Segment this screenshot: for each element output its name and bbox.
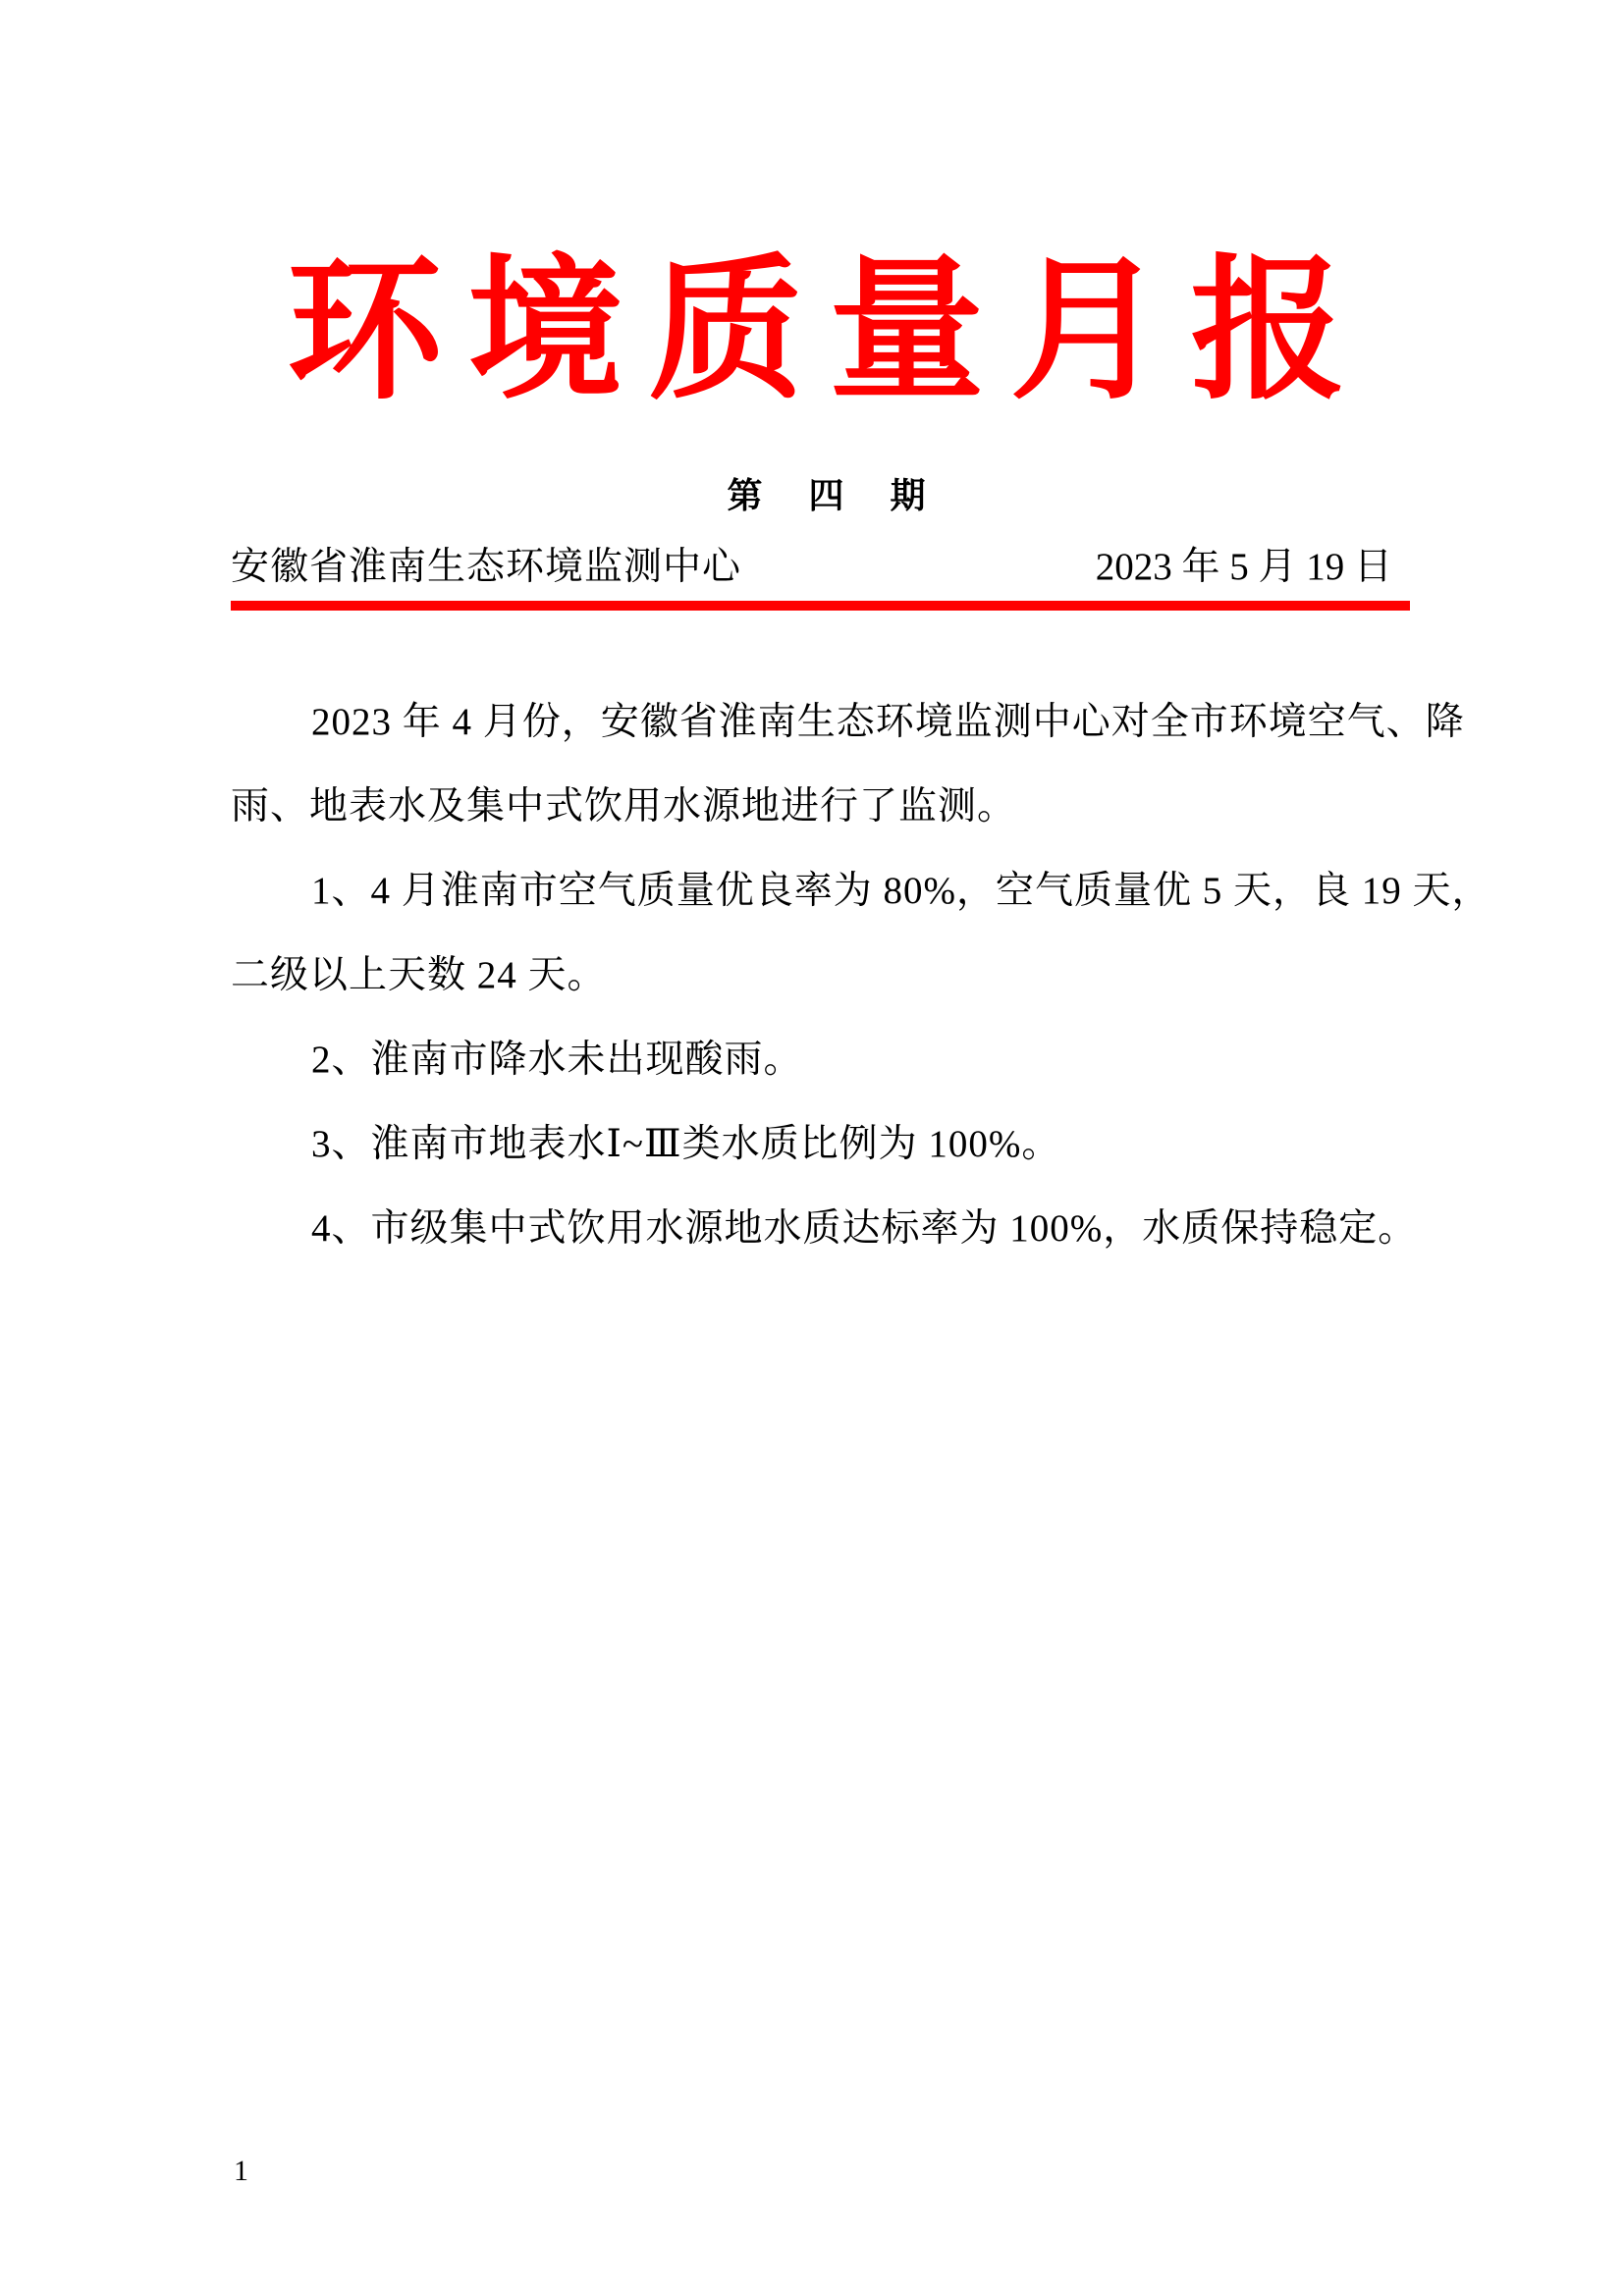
item-1-air-quality-line-1: 1、4 月淮南市空气质量优良率为 80%，空气质量优 5 天，良 19 天，	[311, 870, 1491, 912]
page-number: 1	[234, 2155, 248, 2187]
item-1-air-quality-line-2: 二级以上天数 24 天。	[231, 954, 607, 996]
report-body	[231, 680, 1491, 1271]
paragraph-intro-line-1: 2023 年 4 月份，安徽省淮南生态环境监测中心对全市环境空气、降	[311, 701, 1465, 743]
report-content	[231, 246, 1491, 1271]
item-4-drinking-water: 4、市级集中式饮用水源地水质达标率为 100%，水质保持稳定。	[311, 1207, 1418, 1250]
paragraph-intro-line-2: 雨、地表水及集中式饮用水源地进行了监测。	[231, 785, 1017, 828]
publish-date: 2023 年 5 月 19 日	[1095, 546, 1392, 588]
masthead-divider-rule	[231, 601, 1410, 611]
item-3-surface-water: 3、淮南市地表水Ⅰ~Ⅲ类水质比例为 100%。	[311, 1123, 1061, 1165]
item-2-acid-rain: 2、淮南市降水未出现酸雨。	[311, 1039, 803, 1081]
issue-number: 第 四 期	[727, 476, 932, 515]
report-title: 环境质量月报	[287, 246, 1372, 418]
issuing-organization: 安徽省淮南生态环境监测中心	[231, 546, 742, 588]
masthead-row	[231, 546, 1428, 589]
